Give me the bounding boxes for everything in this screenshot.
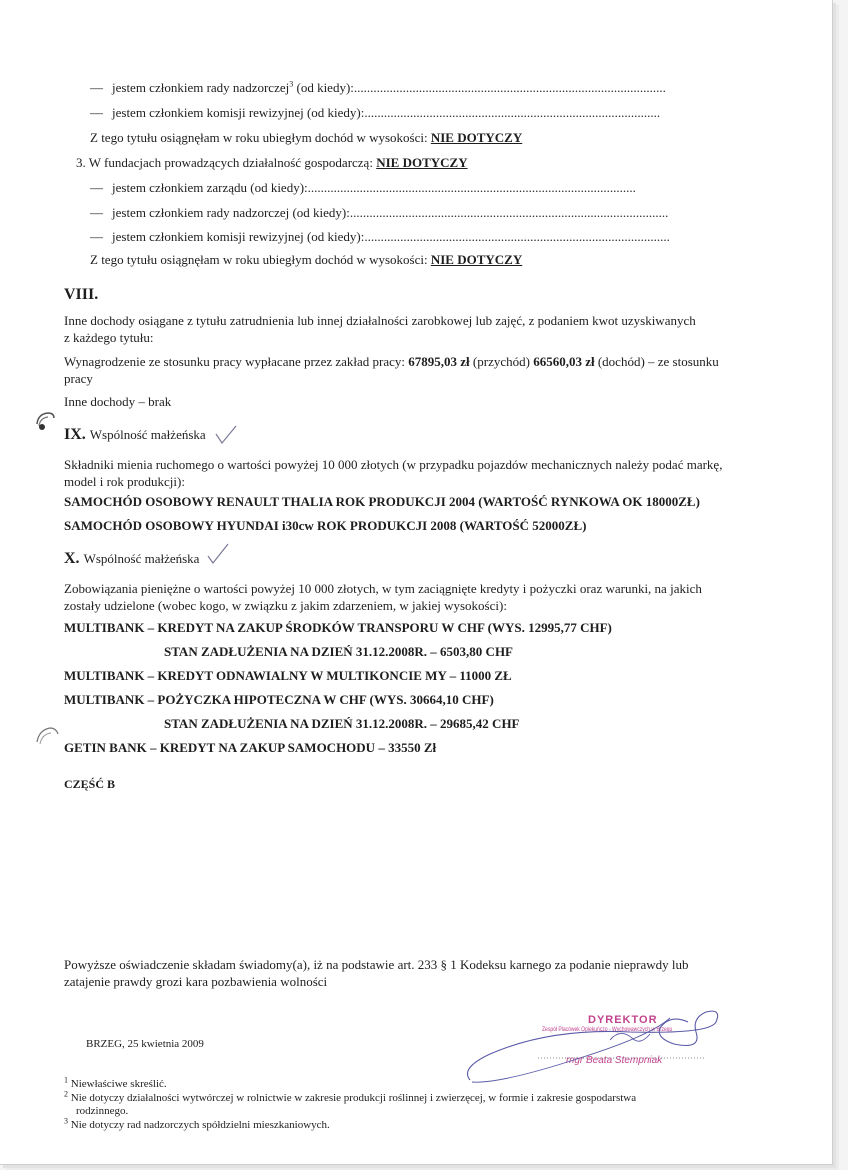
debt-item-3-balance: STAN ZADŁUŻENIA NA DZIEŃ 31.12.2008R. – 29685,42 CHF bbox=[164, 716, 520, 731]
liabilities-intro-line2: zostały udzielone (wobec kogo, w związku z jakim zdarzeniem, w jakiej wysokości): bbox=[64, 598, 507, 613]
handwritten-signature bbox=[460, 988, 750, 1093]
membership-line-supervisory-board: — jestem członkiem rady nadzorczej$^3$ (od kiedy):................................................................................................ bbox=[90, 79, 666, 95]
declaration-line2: zatajenie prawdy grozi kara pozbawienia wolności bbox=[64, 974, 328, 989]
punch-hole-mark bbox=[34, 410, 56, 439]
stamp-name: mgr Beata Stempniak bbox=[566, 1055, 663, 1066]
place-and-date: BRZEG, 25 kwietnia 2009 bbox=[86, 1038, 204, 1050]
movable-property-intro-line2: model i rok produkcji): bbox=[64, 474, 185, 489]
salary-line: Wynagrodzenie ze stosunku pracy wypłacane przez zakład pracy: 67895,03 zł (przychód) 66560,03 zł (dochód) – ze stosunku bbox=[64, 354, 719, 369]
debt-item-1-balance: STAN ZADŁUŻENIA NA DZIEŃ 31.12.2008R. – 6503,80 CHF bbox=[164, 644, 513, 659]
footnote-3: $^3$ Nie dotyczy rad nadzorczych spółdzielni mieszkaniowych. bbox=[64, 1116, 330, 1131]
foundations-point: 3. W fundacjach prowadzących działalność gospodarczą: NIE DOTYCZY bbox=[76, 155, 468, 170]
punch-hole-mark bbox=[34, 724, 60, 753]
car-item-2: SAMOCHÓD OSOBOWY HYUNDAI i30cw ROK PRODUKCJI 2008 (WARTOŚĆ 52000ZŁ) bbox=[64, 518, 587, 533]
movable-property-intro-line1: Składniki mienia ruchomego o wartości powyżej 10 000 złotych (w przypadku pojazdów mechanicznych należy podać markę, bbox=[64, 457, 723, 472]
membership-line-supervisory-board-2: — jestem członkiem rady nadzorczej (od kiedy):.................................................................................................. bbox=[90, 205, 669, 220]
other-income-intro-line1: Inne dochody osiągane z tytułu zatrudnienia lub innej działalności zarobkowej lub zajęć, z podaniem kwot uzyskiwanych bbox=[64, 313, 696, 328]
membership-line-audit-committee-2: — jestem członkiem komisji rewizyjnej (od kiedy):.............................................................................................. bbox=[90, 229, 670, 244]
check-mark-icon bbox=[214, 424, 238, 451]
debt-item-2: MULTIBANK – KREDYT ODNAWIALNY W MULTIKONCIE MY – 11000 ZŁ bbox=[64, 668, 512, 683]
section-heading-x: X. Wspólność małżeńska bbox=[64, 550, 200, 567]
declaration-line1: Powyższe oświadczenie składam świadomy(a), iż na podstawie art. 233 § 1 Kodeksu karnego za podanie nieprawdy lub bbox=[64, 957, 689, 972]
membership-line-board: — jestem członkiem zarządu (od kiedy):..................................................................................................... bbox=[90, 180, 636, 195]
footnote-2: $^2$ Nie dotyczy działalności wytwórczej w rolnictwie w zakresie produkcji roślinnej i zwierzęcej, w formie i zakresie gospodarstwa bbox=[64, 1089, 637, 1104]
debt-item-4: GETIN BANK – KREDYT NA ZAKUP SAMOCHODU – 33550 Zł bbox=[64, 740, 437, 755]
membership-line-audit-committee: — jestem członkiem komisji rewizyjnej (od kiedy):........................................................................................... bbox=[90, 105, 661, 120]
other-income-none: Inne dochody – brak bbox=[64, 394, 172, 409]
footnote-1: $^1$ Niewłaściwe skreślić. bbox=[64, 1075, 167, 1090]
salary-line-cont: pracy bbox=[64, 371, 93, 386]
income-line-companies: Z tego tytułu osiągnęłam w roku ubiegłym dochód w wysokości: NIE DOTYCZY bbox=[90, 130, 523, 145]
debt-item-1: MULTIBANK – KREDYT NA ZAKUP ŚRODKÓW TRANSPORU W CHF (WYS. 12995,77 CHF) bbox=[64, 620, 612, 635]
car-item-1: SAMOCHÓD OSOBOWY RENAULT THALIA ROK PRODUKCJI 2004 (WARTOŚĆ RYNKOWA OK 18000ZŁ) bbox=[64, 494, 700, 509]
income-line-foundations: Z tego tytułu osiągnęłam w roku ubiegłym dochód w wysokości: NIE DOTYCZY bbox=[90, 252, 523, 267]
section-heading-ix: IX. Wspólność małżeńska bbox=[64, 426, 206, 443]
other-income-intro-line2: z każdego tytułu: bbox=[64, 330, 154, 345]
section-heading-viii: VIII. bbox=[64, 286, 99, 303]
debt-item-3: MULTIBANK – POŻYCZKA HIPOTECZNA W CHF (WYS. 30664,10 CHF) bbox=[64, 692, 494, 707]
stamp-organization: Zespół Placówek Opiekuńczo - Wychowawczych w Brzegu bbox=[542, 1026, 673, 1034]
stamp-title: DYREKTOR bbox=[588, 1014, 658, 1026]
liabilities-intro-line1: Zobowiązania pieniężne o wartości powyżej 10 000 złotych, w tym zaciągnięte kredyty i pożyczki oraz warunki, na jakich bbox=[64, 581, 702, 596]
footnote-2-cont: rodzinnego. bbox=[76, 1105, 129, 1117]
check-mark-icon bbox=[206, 542, 230, 571]
part-b-heading: CZĘŚĆ B bbox=[64, 777, 116, 791]
